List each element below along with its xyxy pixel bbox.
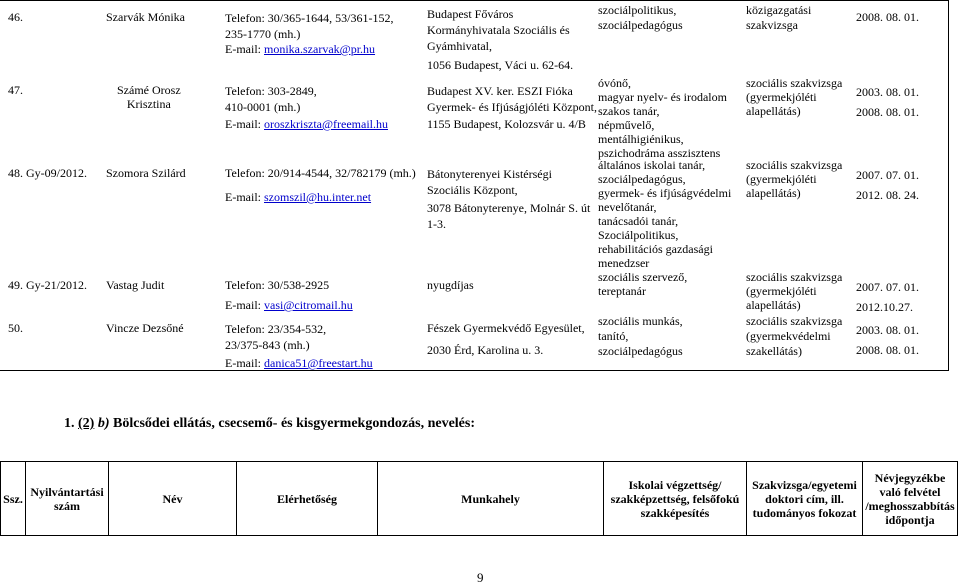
header-registration-date: Névjegyzékbe való felvétel /meghosszabbítás időpontja <box>865 471 955 527</box>
section-heading: 1. (2) b) Bölcsődei ellátás, csecsemő- és kisgyermekgondozás, nevelés: <box>64 416 475 431</box>
header-specialization: Szakvizsga/egyetemi doktori cím, ill. tudományos fokozat <box>752 478 857 520</box>
workplace-address: 1056 Budapest, Váci u. 62-64. <box>427 58 574 72</box>
contact-email: E-mail: danica51@freestart.hu <box>225 356 373 370</box>
education: óvónő, magyar nyelv- és irodalom szakos tanár, népművelő, mentálhigiénikus, pszichodráma asszisztens <box>598 76 727 160</box>
person-name: Vastag Judit <box>106 278 165 292</box>
education: szociális szervező, tereptanár <box>598 270 688 298</box>
page-number: 9 <box>477 570 484 585</box>
row-number: 50. <box>8 321 23 335</box>
registration-date: 2003. 08. 01. 2008. 08. 01. <box>856 323 919 357</box>
person-name: Számé Orosz Krisztina <box>117 83 181 111</box>
workplace: Budapest XV. ker. ESZI Fióka Gyermek- és Ifjúságjóléti Központ, <box>427 84 597 114</box>
email-link[interactable]: szomszil@hu.inter.net <box>264 190 372 204</box>
education: szociális munkás, tanító, szociálpedagógus <box>598 314 683 358</box>
table-bottom-border <box>0 370 949 371</box>
education: általános iskolai tanár, szociálpedagógus, gyermek- és ifjúságvédelmi nevelőtanár, tanácsadói tanár, Szociálpolitikus, rehabilitációs gazdasági menedzser <box>598 158 732 270</box>
contact-email: E-mail: szomszil@hu.inter.net <box>225 190 372 204</box>
workplace-address: 2030 Érd, Karolina u. 3. <box>427 343 544 357</box>
contact-phone: Telefon: 30/538-2925 <box>225 278 330 292</box>
registration-date: 2007. 07. 01. 2012.10.27. <box>856 280 919 314</box>
row-number: 49. Gy-21/2012. <box>8 278 87 292</box>
header-workplace: Munkahely <box>461 492 520 506</box>
email-link[interactable]: vasi@citromail.hu <box>264 298 353 312</box>
contact-phone: Telefon: 30/365-1644, 53/361-152, 235-1770 (mh.) <box>225 11 394 41</box>
person-name: Vincze Dezsőné <box>106 321 184 335</box>
email-link[interactable]: monika.szarvak@pr.hu <box>264 42 376 56</box>
table-top-border <box>0 0 949 1</box>
person-name: Szomora Szilárd <box>106 166 186 180</box>
contact-email: E-mail: oroszkriszta@freemail.hu <box>225 117 389 131</box>
registration-date: 2007. 07. 01. 2012. 08. 24. <box>856 168 919 202</box>
header-education: Iskolai végzettség/ szakképzettség, felsőfokú szakképesítés <box>610 478 740 520</box>
header-ssz: Ssz. <box>3 492 23 506</box>
workplace: Fészek Gyermekvédő Egyesület, <box>427 321 585 335</box>
email-link[interactable]: oroszkriszta@freemail.hu <box>264 117 389 131</box>
specialization: szociális szakvizsga (gyermekjóléti alapellátás) <box>746 76 843 118</box>
contact-phone: Telefon: 303-2849, 410-0001 (mh.) <box>225 84 317 114</box>
workplace: nyugdíjas <box>427 278 474 292</box>
specialization: közigazgatási szakvizsga <box>746 3 812 32</box>
workplace-address: 3078 Bátonyterenye, Molnár S. út 1-3. <box>427 201 591 231</box>
row-number: 46. <box>8 10 23 24</box>
contact-email: E-mail: vasi@citromail.hu <box>225 298 353 312</box>
contact-phone: Telefon: 23/354-532, 23/375-843 (mh.) <box>225 322 327 352</box>
person-name: Szarvák Mónika <box>106 10 185 24</box>
registration-date: 2008. 08. 01. <box>856 10 919 24</box>
workplace: Bátonyterenyei Kistérségi Szociális Központ, <box>427 167 552 197</box>
header-contact: Elérhetőség <box>277 492 337 506</box>
workplace: Budapest Főváros Kormányhivatala Szociális és Gyámhivatal, <box>427 7 570 53</box>
header-name: Név <box>162 492 183 506</box>
email-link[interactable]: danica51@freestart.hu <box>264 356 373 370</box>
table-right-border <box>948 0 949 371</box>
specialization: szociális szakvizsga (gyermekjóléti alapellátás) <box>746 158 843 200</box>
header-registration-number: Nyilvántartási szám <box>30 485 104 513</box>
specialization: szociális szakvizsga (gyermekjóléti alapellátás) <box>746 270 843 312</box>
registration-date: 2003. 08. 01. 2008. 08. 01. <box>856 85 919 119</box>
specialization: szociális szakvizsga (gyermekvédelmi szakellátás) <box>746 314 843 358</box>
row-number: 48. Gy-09/2012. <box>8 166 87 180</box>
education: szociálpolitikus, szociálpedagógus <box>598 3 683 32</box>
row-number: 47. <box>8 83 23 97</box>
contact-email: E-mail: monika.szarvak@pr.hu <box>225 42 376 56</box>
workplace-address: 1155 Budapest, Kolozsvár u. 4/B <box>427 117 586 131</box>
contact-phone: Telefon: 20/914-4544, 32/782179 (mh.) <box>225 166 416 180</box>
